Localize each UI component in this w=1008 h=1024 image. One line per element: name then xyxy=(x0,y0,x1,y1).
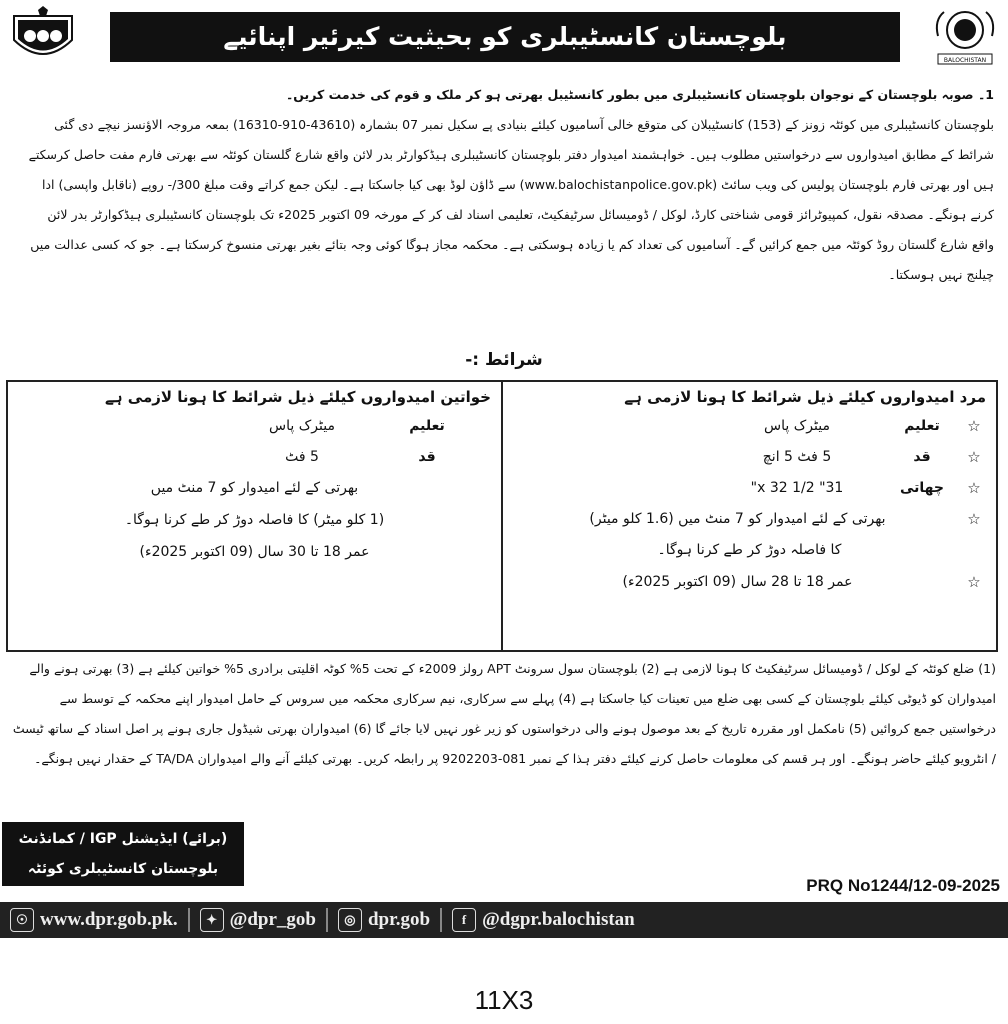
star-icon: ☆ xyxy=(967,416,981,435)
condition-value: 5 فٹ xyxy=(285,448,319,465)
male-chest-row xyxy=(513,472,986,503)
signature-designation: (برائے) ایڈیشنل IGP / کمانڈنٹ xyxy=(18,831,228,847)
prq-number: PRQ No1244/12-09-2025 xyxy=(806,876,1000,895)
star-icon: ☆ xyxy=(967,478,981,497)
paragraph-2: بلوچستان کانسٹیبلری میں کوئٹہ زونز کے (153) کانسٹیبلان کی متوقع خالی آسامیوں کیلئے بنیادی پے سکیل نمبر 07 بشمارہ (43610-910-16310) بمعہ مروجہ الاؤنسز نیچے دی گئی شرائط کے مطابق امیدواروں سے درخواستیں مطلوب ہیں۔ خواہشمند امیدوار دفتر بلوچستان کانسٹیبلری ہیڈکوارٹر بدر لائن واقع شارع گلستان کوئٹہ سے بھرتی فارم مفت حاصل کرسکتے ہیں اور بھرتی فارم بلوچستان پولیس کی ویب سائٹ (www.balochistanpolice.gov.pk) سے ڈاؤن لوڈ بھی کیا جاسکتا ہے۔ لیکن جمع کراتے وقت مبلغ 300/- روپے (ناقابل واپسی) ادا کرنے ہونگے۔ مصدقہ نقول، کمپیوٹرائز قومی شناختی کارڈ، لوکل / ڈومیسائل سرٹیفکیٹ، تعلیمی اسناد لف کر کے مورخہ 09 اکتوبر 2025ء تک بلوچستان کانسٹیبلری ہیڈکوارٹر بدر لائن واقع شارع گلستان روڈ کوئٹہ میں جمع کرائیں گے۔ آسامیوں کی تعداد کم یا زیادہ ہوسکتی ہے۔ محکمہ مجاز ہوگا کوئی وجہ بتائے بغیر بھرتی منسوخ کرسکتا ہے۔ جو کہ کسی عدالت میں چیلنج نہیں ہوسکتا۔ xyxy=(28,117,994,282)
conditions-table xyxy=(6,380,998,652)
condition-label: قد xyxy=(913,448,931,465)
paragraph-1: 1۔ صوبہ بلوچستان کے نوجوان بلوچستان کانسٹیبلری میں بطور کانسٹیبل بھرتی ہو کر ملک و قوم کی خدمت کریں۔ xyxy=(285,87,994,102)
male-conditions-heading: مرد امیدواروں کیلئے ذیل شرائط کا ہونا لازمی ہے xyxy=(624,388,986,406)
balochistan-constabulary-emblem xyxy=(8,6,78,68)
twitter-link[interactable] xyxy=(190,908,326,932)
male-conditions xyxy=(501,382,996,650)
ad-size-label: 11X3 xyxy=(474,985,534,1015)
female-height-row xyxy=(18,441,491,472)
facebook-link[interactable] xyxy=(442,908,645,932)
balochistan-government-emblem xyxy=(930,6,1000,68)
condition-label: تعلیم xyxy=(904,417,940,434)
star-icon: ☆ xyxy=(967,509,981,528)
instagram-icon: ◎ xyxy=(338,908,362,932)
notes-text xyxy=(10,654,996,774)
star-icon: ☆ xyxy=(967,447,981,466)
running-requirement: بھرتی کے لئے امیدوار کو 7 منٹ میں xyxy=(150,480,359,496)
instagram-link[interactable] xyxy=(328,908,440,932)
condition-label: تعلیم xyxy=(409,417,445,434)
male-age-row xyxy=(513,566,986,597)
condition-label: چھاتی xyxy=(899,479,944,496)
website-text: www.dpr.gob.pk. xyxy=(40,909,178,930)
male-education-row xyxy=(513,410,986,441)
twitter-icon: ✦ xyxy=(200,908,224,932)
signature-block xyxy=(2,822,244,886)
signature-office: بلوچستان کانسٹیبلری کوئٹہ xyxy=(27,861,219,877)
logo-caption: BALOCHISTAN xyxy=(943,57,987,64)
male-height-row xyxy=(513,441,986,472)
facebook-icon: f xyxy=(452,908,476,932)
female-education-row xyxy=(18,410,491,441)
female-conditions xyxy=(8,382,501,650)
female-conditions-heading: خواتین امیدواروں کیلئے ذیل شرائط کا ہونا لازمی ہے xyxy=(104,388,491,406)
globe-icon: ☉ xyxy=(10,908,34,932)
running-requirement-cont: کا فاصلہ دوڑ کر طے کرنا ہوگا۔ xyxy=(657,542,842,558)
age-requirement: عمر 18 تا 28 سال (09 اکتوبر 2025ء) xyxy=(622,573,853,590)
star-icon: ☆ xyxy=(967,572,981,591)
facebook-handle: @dgpr.balochistan xyxy=(482,909,635,930)
condition-value: میٹرک پاس xyxy=(269,417,335,434)
male-running-row xyxy=(513,503,986,534)
notes-paragraph: (1) ضلع کوئٹہ کے لوکل / ڈومیسائل سرٹیفکیٹ کا ہونا لازمی ہے (2) بلوچستان سول سرونٹ APT رولز 2009ء کے تحت 5% کوٹہ اقلیتی برادری 5% خواتین کیلئے ہے (3) بھرتی ہونے والے امیدواران کو ڈیوٹی کیلئے بلوچستان کے کسی بھی ضلع میں تعینات کیا جاسکتا ہے (4) پہلے سے سرکاری، نیم سرکاری محکمہ میں سروس کے حامل امیدوار اپنے محکمہ کے توسط سے درخواستیں جمع کروائیں (5) نامکمل اور مقررہ تاریخ کے بعد موصول ہونے والی درخواستوں کو زیر غور نہیں لایا جائے گا (6) امیدواران بھرتی شیڈول جاری ہونے پر اصل اسناد کے ساتھ ٹیسٹ / انٹرویو کیلئے حاضر ہونگے۔ اور ہر قسم کی معلومات حاصل کرنے کیلئے دفتر ہذا کے نمبر 081-9202203 پر رابطہ کریں۔ بھرتی کیلئے آنے والے امیدواران TA/DA کے حقدار نہیں ہونگے۔ xyxy=(12,661,996,766)
running-requirement-cont: (1 کلو میٹر) کا فاصلہ دوڑ کر طے کرنا ہوگا۔ xyxy=(124,512,385,528)
ad-title: بلوچستان کانسٹیبلری کو بحیثیت کیرئیر اپنائیے xyxy=(110,12,900,62)
social-footer xyxy=(0,902,1008,938)
condition-label: قد xyxy=(418,448,436,465)
condition-value: میٹرک پاس xyxy=(764,417,830,434)
intro-text xyxy=(22,80,994,290)
condition-value: 5 فٹ 5 انچ xyxy=(762,448,832,465)
age-requirement: عمر 18 تا 30 سال (09 اکتوبر 2025ء) xyxy=(139,544,370,560)
condition-value: 31" x 32 1/2" xyxy=(750,479,844,496)
conditions-heading: شرائط :- xyxy=(465,350,543,370)
instagram-handle: dpr.gob xyxy=(367,909,431,930)
running-requirement: بھرتی کے لئے امیدوار کو 7 منٹ میں (1.6 کلو میٹر) xyxy=(589,510,886,527)
website-link[interactable] xyxy=(0,908,188,932)
twitter-handle: @dpr_gob xyxy=(229,909,316,930)
